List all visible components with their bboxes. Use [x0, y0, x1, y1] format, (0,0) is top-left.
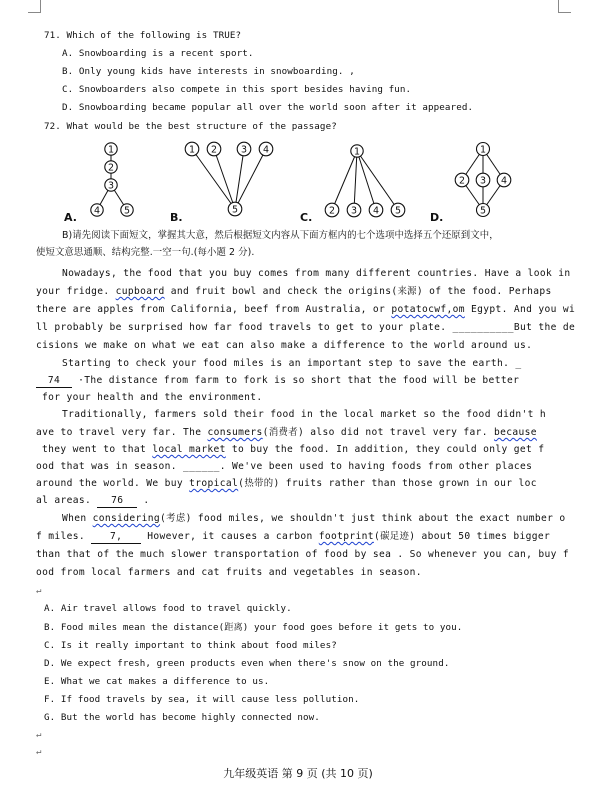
paragraph-mark: ↵ — [36, 586, 42, 596]
option-c: C. Is it really important to think about food miles? — [44, 640, 337, 651]
q71-option-d: D. Snowboarding became popular all over the world soon after it appeared. — [62, 102, 474, 113]
word-cupboard: cupboard — [115, 286, 165, 297]
word-considering: considering — [92, 513, 161, 524]
diagram-letter-d: D. — [430, 211, 444, 224]
word-consumers: consumers — [207, 427, 263, 438]
q71-option-c: C. Snowboarders also compete in this sport besides having fun. — [62, 84, 412, 95]
diagram-d-label-3: 3 — [479, 175, 487, 187]
question-71-stem: 71. Which of the following is TRUE? — [44, 30, 242, 41]
passage-p4-line-4: ood from local farmers and cat fruits and vegetables in season. — [36, 567, 422, 578]
diagram-b-label-3: 3 — [240, 144, 248, 156]
diagram-letter-b: B. — [170, 211, 183, 224]
q71-option-a: A. Snowboarding is a recent sport. — [62, 48, 254, 59]
passage-p1-line-4: ll probably be surprised how far food travels to get to your plate. __________But the de — [36, 322, 576, 333]
option-e: E. What we cat makes a difference to us. — [44, 676, 270, 687]
diagram-a-label-4: 4 — [93, 205, 101, 217]
word-tropical: tropical — [189, 478, 239, 489]
diagram-letter-a: A. — [64, 211, 77, 224]
section-b-instruction-line-1: B)请先阅读下面短文，掌握其大意，然后根据短文内容从下面方框内的七个选项中选择五个还原到文中， — [62, 230, 499, 241]
blank-74: 74 — [36, 375, 72, 388]
option-g: G. But the world has become highly connected now. — [44, 712, 320, 723]
option-b: B. Food miles mean the distance(距离) your food goes before it gets to you. — [44, 622, 463, 633]
option-f: F. If food travels by sea, it will cause less pollution. — [44, 694, 360, 705]
diagram-c-label-2: 2 — [328, 205, 336, 217]
crop-mark-top-left — [28, 0, 41, 13]
diagram-d-label-1: 1 — [479, 144, 487, 156]
passage-p4-line-1: When considering(考虑) food miles, we shouldn't just think about the exact number o — [62, 513, 566, 524]
passage-p1-line-3: there are apples from California, beef from Australia, or potatocwf,om Egypt. And you wi — [36, 304, 576, 315]
blank-76: 76 — [97, 495, 137, 508]
passage-p1-line-2: your fridge. cupboard and fruit bowl and check the origins(来源) of the food. Perhaps — [36, 286, 552, 297]
diagram-d-label-5: 5 — [479, 205, 487, 217]
diagram-c-label-5: 5 — [394, 205, 402, 217]
passage-p3-line-1: Traditionally, farmers sold their food in the local market so the food didn't h — [62, 409, 546, 420]
passage-p4-line-2: f miles. 7, However, it causes a carbon footprint(碳足迹) about 50 times bigger — [36, 531, 551, 542]
blank-77: 7, — [91, 531, 141, 544]
diagram-a-label-3: 3 — [107, 180, 115, 192]
diagram-c-label-3: 3 — [350, 205, 358, 217]
diagram-b-label-4: 4 — [262, 144, 270, 156]
passage-p1-line-1: Nowadays, the food that you buy comes from many different countries. Have a look in — [62, 268, 571, 279]
paragraph-mark-3: ↵ — [36, 747, 42, 757]
passage-p2-line-3: for your health and the environment. — [42, 392, 263, 403]
q71-option-b: B. Only young kids have interests in snowboarding. , — [62, 66, 355, 77]
diagram-b-label-5: 5 — [231, 204, 239, 216]
question-72-stem: 72. What would be the best structure of the passage? — [44, 121, 337, 132]
passage-p2-line-2: 74 ·The distance from farm to fork is so short that the food will be better — [36, 375, 519, 388]
diagram-d-label-2: 2 — [458, 175, 466, 187]
diagram-a-label-1: 1 — [107, 144, 115, 156]
diagram-b-label-1: 1 — [188, 144, 196, 156]
word-footprint: footprint — [318, 531, 374, 542]
paragraph-mark-2: ↵ — [36, 730, 42, 740]
passage-p1-line-5: cisions we make on what we eat can also make a difference to the world around us. — [36, 340, 533, 351]
diagram-a-label-5: 5 — [123, 205, 131, 217]
option-a: A. Air travel allows food to travel quickly. — [44, 603, 292, 614]
word-potato: potatocwf,om — [391, 304, 465, 315]
word-local-market: local market — [152, 444, 226, 455]
passage-p3-line-3: they went to that local market to buy the food. In addition, they could only get f — [42, 444, 545, 455]
diagram-letter-c: C. — [300, 211, 313, 224]
diagram-d-label-4: 4 — [500, 175, 508, 187]
option-d: D. We expect fresh, green products even when there's snow on the ground. — [44, 658, 450, 669]
diagram-a-label-2: 2 — [107, 162, 115, 174]
section-b-instruction-line-2: 使短文意思通顺、结构完整.一空一句.(每小题 2 分). — [36, 247, 255, 258]
diagram-c-label-4: 4 — [372, 205, 380, 217]
passage-p3-line-5: around the world. We buy tropical(热带的) fruits rather than those grown in our loc — [36, 478, 537, 489]
passage-p3-line-6: al areas. 76 . — [36, 495, 150, 506]
diagram-b-label-2: 2 — [210, 144, 218, 156]
crop-mark-top-right — [558, 0, 571, 13]
passage-p4-line-3: than that of the much slower transportation of food by sea . So whenever you can, buy f — [36, 549, 569, 560]
page-footer: 九年级英语 第 9 页 (共 10 页) — [223, 767, 373, 780]
word-because: because — [494, 427, 537, 438]
passage-p3-line-2: ave to travel very far. The consumers(消费者) also did not travel very far. because — [36, 427, 537, 438]
passage-p2-line-1: Starting to check your food miles is an important step to save the earth. _ — [62, 358, 522, 369]
structure-diagrams — [0, 130, 596, 230]
passage-p3-line-4: ood that was in season. ______. We've been used to having foods from other places — [36, 461, 533, 472]
diagram-c-label-1: 1 — [353, 146, 361, 158]
